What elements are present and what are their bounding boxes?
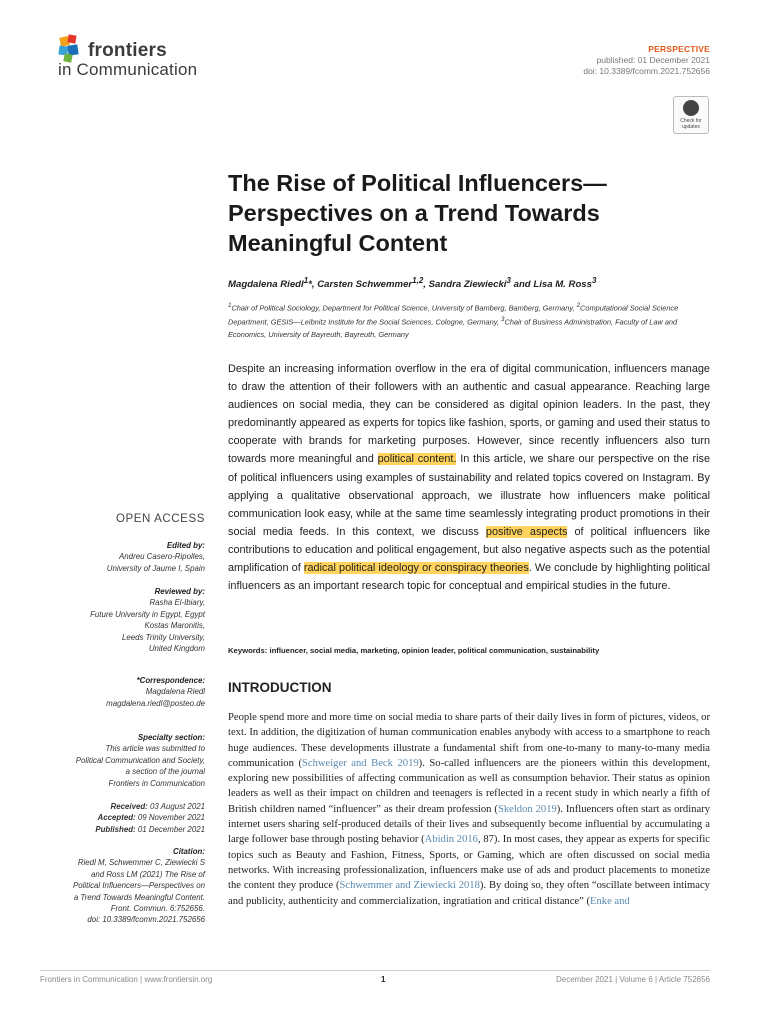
author-name[interactable]: Carsten Schwemmer	[317, 279, 413, 291]
article-title: The Rise of Political Influencers—Perspectives on a Trend Towards Meaningful Content	[228, 170, 607, 256]
published-date: published: 01 December 2021	[596, 55, 710, 65]
highlight[interactable]: positive aspects	[485, 525, 568, 538]
article-meta	[583, 44, 710, 77]
keywords	[228, 646, 712, 655]
highlight[interactable]: political content.	[377, 453, 457, 466]
citation-link[interactable]: Skeldon 2019	[497, 803, 557, 815]
citation-link[interactable]: Abidin 2016	[424, 834, 478, 846]
correspondence-email[interactable]: magdalena.riedl@posteo.de	[106, 698, 205, 708]
citation-doi[interactable]: doi: 10.3389/fcomm.2021.752656	[87, 915, 205, 925]
specialty-section: Specialty section: This article was submitted to Political Communication and Society, a section of the journal Frontiers in Communication	[75, 733, 205, 788]
doi[interactable]: doi: 10.3389/fcomm.2021.752656	[583, 66, 710, 76]
footer-journal[interactable]: Frontiers in Communication | www.frontiersin.org	[40, 975, 213, 984]
logo-wordmark: frontiers	[88, 40, 167, 61]
highlight[interactable]: radical political ideology or conspiracy theories	[303, 562, 529, 575]
citation-link[interactable]: Schwemmer and Ziewiecki 2018	[339, 880, 480, 892]
author-list: Magdalena Riedl$^1$*, Carsten Schwemmer$^{1,2}$, Sandra Ziewiecki$^3$ and Lisa M. Ross$^3$	[228, 276, 597, 291]
journal-logo	[58, 34, 258, 82]
dates: Received: 03 August 2021 Accepted: 09 November 2021 Published: 01 December 2021	[95, 802, 205, 834]
page-number: 1	[381, 975, 386, 984]
introduction-text: People spend more and more time on social media to share parts of their daily lives in form of pictures, videos, or text. In addition, the digitization of human communication enables anybody with access to a smartphone to reach huge audiences. These developments illustrate a fundamental shift from one-to-many to many-to-many media communication (Schweiger and Beck 2019). So-called influencers are the pioneers within this development, exploring new possibilities of affecting communication as well as consumption behavior. Their status as opinion leaders as well as their impact on children and teenagers is reflected in a recent study in which nearly a fifth of British children named “influencer” as their dream profession (Skeldon 2019). Influencers often start as ordinary internet users sharing self-produced details of their lives and subsequently become influential by accumulating a large follower base through posting behavior (Abidin 2016, 87). In most cases, they appear as experts for specific topics such as Beauty and Fashion, Fitness, Sports, or Gaming, which are often discussed on social media networks. With increasing professionalization, influencers make use of ads and product placements to monetize the content they produce (Schwemmer and Ziewiecki 2018). By doing so, they often “oscillate between intimacy and publicity, authenticity and commercialization, ingratiation and critical distance” (Enke and	[228, 712, 710, 907]
journal-name: in Communication	[58, 60, 198, 79]
correspondence: *Correspondence: Magdalena Riedl magdalena.riedl@posteo.de	[40, 675, 205, 709]
keywords-list: influencer, social media, marketing, opinion leader, political communication, sustainability	[269, 646, 600, 655]
reviewed-by: Reviewed by: Rasha El-Ibiary, Future University in Egypt, Egypt Kostas Maronitis, Leeds Trinity University, United Kingdom	[90, 587, 205, 654]
affiliations: $^1$Chair of Political Sociology, Department for Political Science, University of Bamberg, Bamberg, Germany, $^2$Computational Social Science Department, GESIS—Leibnitz Institute for the Social Sciences, Cologne, Germany, $^3$Chair of Business Administration, Faculty of Law and Economics, University of Bayreuth, Bayreuth, Germany	[228, 302, 679, 339]
author-name[interactable]: Magdalena Riedl	[228, 279, 304, 291]
citation-link[interactable]: Schweiger and Beck 2019	[302, 757, 419, 769]
citation: Citation: Riedl M, Schwemmer C, Ziewiecki S and Ross LM (2021) The Rise of Political Influencers—Perspectives on a Trend Towards Meaningful Content. Front. Commun. 6:752656. doi: 10.3389/fcomm.2021.752656	[40, 846, 205, 926]
bookmark-icon	[683, 100, 699, 116]
author-name[interactable]: Lisa M. Ross	[533, 279, 592, 291]
author-name[interactable]: Sandra Ziewiecki	[428, 279, 507, 291]
keywords-label: Keywords:	[228, 646, 268, 655]
section-heading: INTRODUCTION	[228, 680, 332, 695]
citation-link[interactable]: Enke and	[590, 895, 630, 907]
footer-issue: December 2021 | Volume 6 | Article 752656	[555, 975, 710, 984]
edited-by: Edited by: Andreu Casero-Ripolles, University of Jaume I, Spain	[106, 541, 205, 573]
article-type: PERSPECTIVE	[648, 44, 710, 54]
check-for-updates-button[interactable]	[673, 96, 709, 134]
open-access-label: OPEN ACCESS	[115, 513, 205, 525]
footer-divider	[40, 970, 710, 971]
abstract: Despite an increasing information overflow in the era of digital communication, influencers manage to draw the attention of their followers with an authentic and casual appearance. Reaching large audiences on social media, they can be considered as digital opinion leaders. In the past, they predominantly appeared as experts for topics like fashion, sports, or gaming and used their status to cooperate with brands for marketing purposes. However, since recently influencers also turn towards more meaningful and political content. In this article, we share our perspective on the rise of political influencers using examples of sustainability and related topics covered on Instagram. By applying a qualitative observational approach, we illustrate how influencers make political communication look easy, while at the same time seamlessly integrating product promotions in their social media feeds. In this context, we discuss positive aspects of political influencers like contributions to education and political engagement, but also negative aspects such as the potential amplification of radical political ideology or conspiracy theories. We conclude by highlighting political influencers as an important research topic for conceptual and empirical studies in the future.	[228, 363, 710, 593]
check-for-updates-label: Check for updates	[680, 118, 702, 130]
